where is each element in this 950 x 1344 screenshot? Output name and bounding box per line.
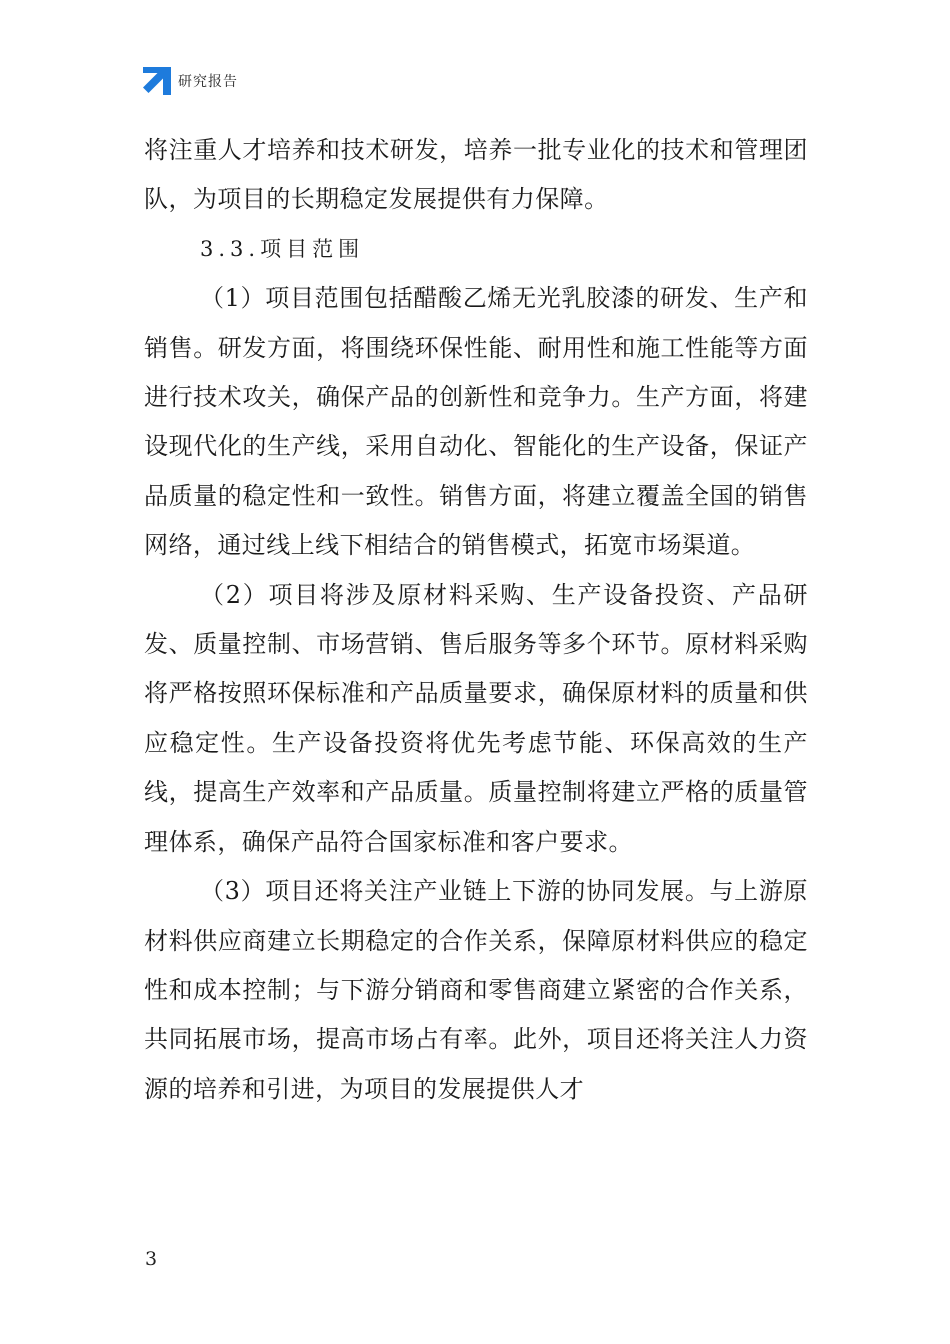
intro-paragraph: 将注重人才培养和技术研发，培养一批专业化的技术和管理团队，为项目的长期稳定发展提供有力保障。 (144, 136, 808, 214)
arrow-up-right-logo-icon (143, 67, 171, 95)
paragraph-2: （2）项目将涉及原材料采购、生产设备投资、产品研发、质量控制、市场营销、售后服务等多个环节。原材料采购将严格按照环保标准和产品质量要求，确保原材料的质量和供应稳定性。生产设备投资将优先考虑节能、环保高效的生产线，提高生产效率和产品质量。质量控制将建立严格的质量管理体系，确保产品符合国家标准和客户要求。 (144, 580, 808, 856)
paragraph-3: （3）项目还将关注产业链上下游的协同发展。与上游原材料供应商建立长期稳定的合作关系，保障原材料供应的稳定性和成本控制；与下游分销商和零售商建立紧密的合作关系，共同拓展市场，提高市场占有率。此外，项目还将关注人力资源的培养和引进，为项目的发展提供人才 (144, 877, 808, 1103)
section-heading: 3.3.项目范围 (200, 236, 365, 261)
report-header (143, 66, 238, 96)
page-number: 3 (145, 1248, 158, 1270)
header-title: 研究报告 (178, 74, 238, 90)
document-body (144, 126, 808, 1114)
paragraph-1: （1）项目范围包括醋酸乙烯无光乳胶漆的研发、生产和销售。研发方面，将围绕环保性能、耐用性和施工性能等方面进行技术攻关，确保产品的创新性和竞争力。生产方面，将建设现代化的生产线，采用自动化、智能化的生产设备，保证产品质量的稳定性和一致性。销售方面，将建立覆盖全国的销售网络，通过线上线下相结合的销售模式，拓宽市场渠道。 (144, 284, 808, 560)
